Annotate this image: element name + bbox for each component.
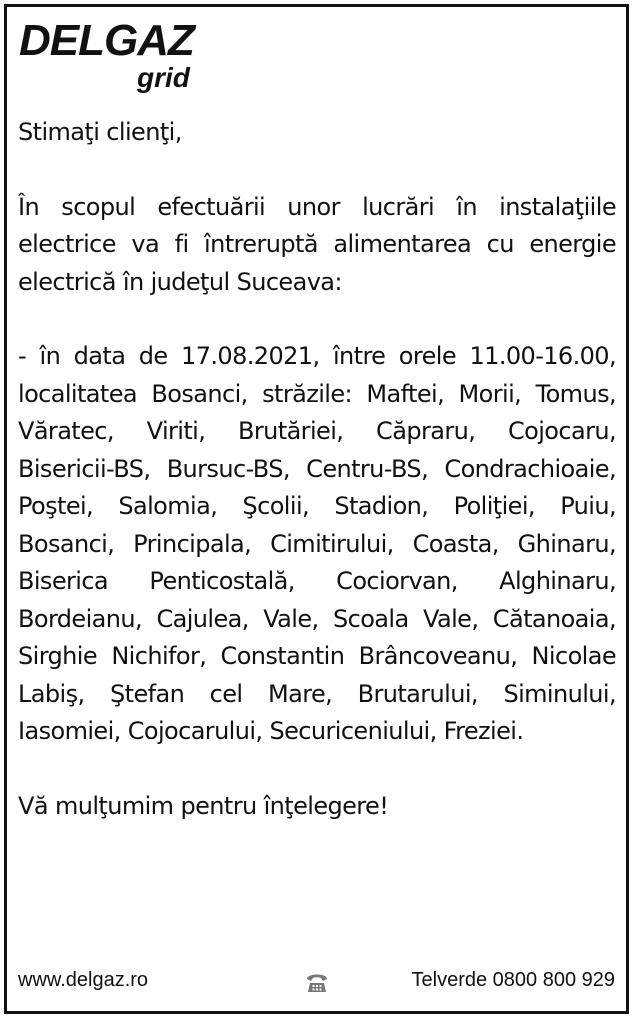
phone-icon [302,967,332,997]
hotline-number: Telverde 0800 800 929 [411,969,615,991]
outage-schedule: - în data de 17.08.2021, între orele 11.00-16.00, localitatea Bosanci, străzile: Maftei, Morii, Tomus, Văratec, Viriti, Brutăriei, Căpraru, Cojocaru, Bisericii-BS, Bursuc-BS, Centru-BS, Condrachioaie, Poştei, Salomia, Şcolii, Stadion, Poliţiei, Puiu, Bosanci, Principala, Cimitirului, Coasta, Ghinaru, Biserica Penticostală, Cociorvan, Alghinaru, Bordeianu, Cajulea, Vale, Scoala Vale, Cătanoaia, Sirghie Nichifor, Constantin Brâncoveanu, Nicolae Labiş, Ştefan cel Mare, Brutarului, Siminului, Iasomiei, Cojocarului, Securiceniului, Freziei. [18,342,616,745]
footer [18,967,615,997]
greeting: Stimaţi clienţi, [18,118,182,146]
notice-content [18,114,616,825]
thanks-message: Vă mulţumim pentru înţelegere! [18,791,389,820]
outage-notice [4,4,629,1014]
website-link[interactable]: www.delgaz.ro [18,969,149,991]
logo-brand: DELGAZ [19,16,194,65]
logo-subtitle: grid [137,62,190,93]
intro-paragraph: În scopul efectuării unor lucrări în instalaţiile electrice va fi întreruptă alimentarea cu energie electrică în judeţul Suceava: [18,192,616,296]
delgaz-grid-logo [19,16,229,99]
